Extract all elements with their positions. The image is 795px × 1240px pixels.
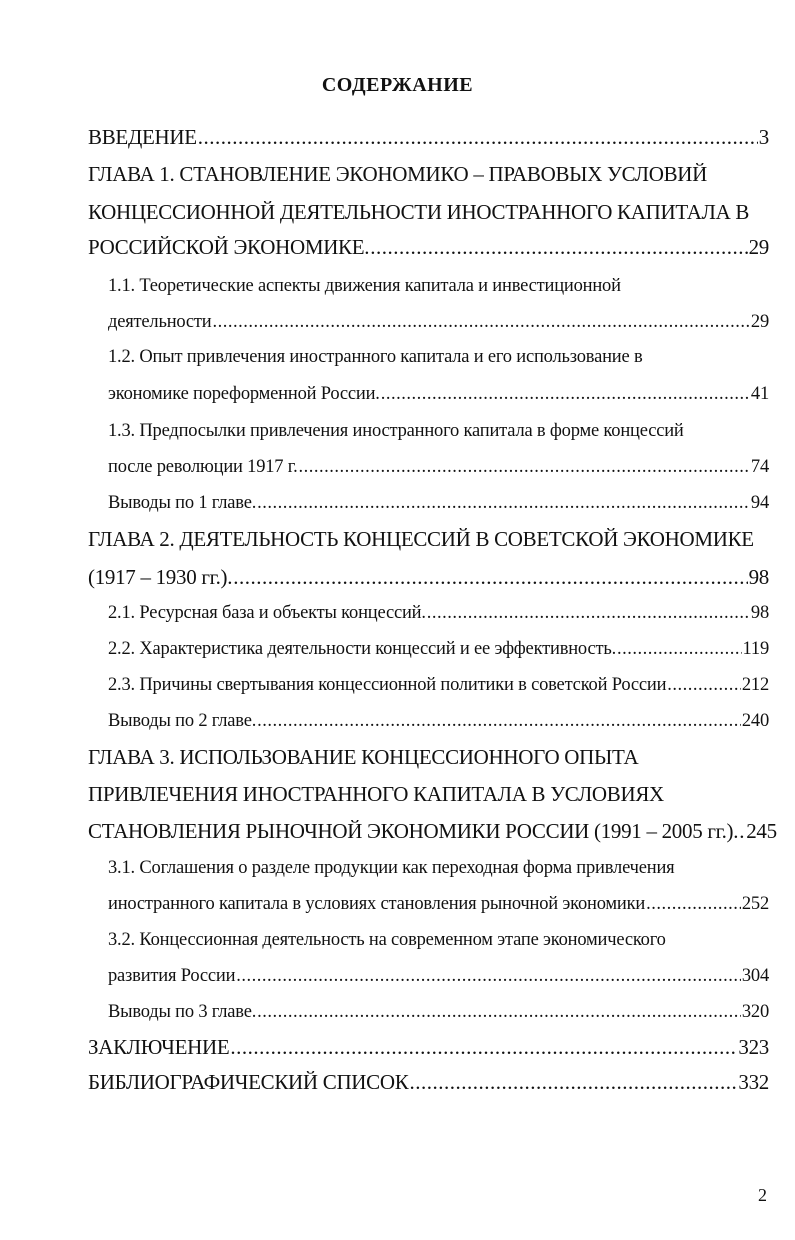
dot-leader [236,961,741,991]
toc-section-1-3-line-2[interactable] [108,452,769,482]
entry-title: ЗАКЛЮЧЕНИЕ [88,1035,230,1059]
entry-title: после революции 1917 г. [108,457,298,477]
entry-page: 332 [738,1070,769,1094]
toc-section-1-2-line-2[interactable] [108,379,769,409]
entry-page: 29 [748,235,769,259]
dot-leader [646,889,741,919]
entry-page: 94 [750,493,769,513]
toc-chapter-1-line-2[interactable] [88,197,769,227]
toc-title: СОДЕРЖАНИЕ [321,74,474,96]
entry-title: КОНЦЕССИОННОЙ ДЕЯТЕЛЬНОСТИ ИНОСТРАННОГО КАПИТАЛА В [88,200,750,224]
dot-leader [409,1067,737,1097]
dot-leader [667,670,741,700]
entry-page: 74 [750,457,769,477]
toc-section-1-3-line-1[interactable] [108,416,769,446]
entry-title: СТАНОВЛЕНИЯ РЫНОЧНОЙ ЭКОНОМИКИ РОССИИ (1991 – 2005 гг.). [88,819,739,843]
toc-chapter-2-line-2[interactable] [88,562,769,592]
toc-section-1-1-line-2[interactable] [108,307,769,337]
toc-chapter-3-line-2[interactable] [88,779,769,809]
entry-title: экономике пореформенной России. [108,384,380,404]
toc-section-2-3[interactable] [108,670,769,700]
toc-chapter-1-line-1[interactable] [88,159,769,189]
dot-leader [233,562,747,592]
entry-title: иностранного капитала в условиях становления рыночной экономики [108,894,646,914]
toc-entry-conclusion[interactable] [88,1032,769,1062]
entry-page: 3 [758,125,769,149]
toc-section-2-1[interactable] [108,598,769,628]
toc-section-1-1-line-1[interactable] [108,271,769,301]
toc-chapter-3-line-1[interactable] [88,742,769,772]
entry-title: ВВЕДЕНИЕ [88,125,197,149]
entry-page: 240 [741,711,769,731]
entry-title: Выводы по 3 главе. [108,1002,257,1022]
entry-page: 320 [741,1002,769,1022]
entry-title: 1.3. Предпосылки привлечения иностранного капитала в форме концессий [108,421,684,441]
entry-page: 98 [748,565,769,589]
entry-page: 29 [750,312,769,332]
toc-section-2-2[interactable] [108,634,769,664]
entry-title: ПРИВЛЕЧЕНИЯ ИНОСТРАННОГО КАПИТАЛА В УСЛОВИЯХ [88,782,664,806]
toc-section-3-1-line-1[interactable] [108,853,769,883]
entry-page: 98 [750,603,769,623]
toc-entry-introduction[interactable] [88,122,769,152]
dot-leader [739,816,745,846]
toc-conclusions-chapter-2[interactable] [108,706,769,736]
dot-leader [370,232,747,262]
toc-chapter-2-line-1[interactable] [88,524,769,554]
entry-title: 3.2. Концессионная деятельность на современном этапе экономического [108,930,666,950]
entry-title: Выводы по 1 главе. [108,493,257,513]
dot-leader [427,598,750,628]
entry-page: 212 [741,675,769,695]
entry-page: 252 [741,894,769,914]
entry-title: 1.1. Теоретические аспекты движения капитала и инвестиционной [108,276,621,296]
toc-conclusions-chapter-3[interactable] [108,997,769,1027]
entry-page: 119 [742,639,769,659]
entry-title: 2.2. Характеристика деятельности концессий и ее эффективность. [108,639,617,659]
entry-page: 41 [750,384,769,404]
entry-title: деятельности [108,312,212,332]
toc-section-3-2-line-1[interactable] [108,925,769,955]
toc-section-3-2-line-2[interactable] [108,961,769,991]
entry-page: 245 [746,819,777,843]
entry-title: ГЛАВА 3. ИСПОЛЬЗОВАНИЕ КОНЦЕССИОННОГО ОПЫТА [88,745,639,769]
entry-title: Выводы по 2 главе. [108,711,257,731]
dot-leader [213,307,750,337]
dot-leader [617,634,742,664]
entry-page: 323 [738,1035,769,1059]
toc-section-1-2-line-1[interactable] [108,342,769,372]
entry-page: 304 [741,966,769,986]
dot-leader [257,997,741,1027]
dot-leader [381,379,750,409]
entry-title: (1917 – 1930 гг.). [88,565,233,589]
dot-leader [230,1032,737,1062]
entry-title: 3.1. Соглашения о разделе продукции как переходная форма привлечения [108,858,675,878]
entry-title: 2.3. Причины свертывания концессионной политики в советской России [108,675,667,695]
dot-leader [257,488,750,518]
entry-title: 1.2. Опыт привлечения иностранного капитала и его использование в [108,347,643,367]
dot-leader [198,122,758,152]
entry-title: ГЛАВА 1. СТАНОВЛЕНИЕ ЭКОНОМИКО – ПРАВОВЫХ УСЛОВИЙ [88,162,708,186]
entry-title: 2.1. Ресурсная база и объекты концессий. [108,603,426,623]
entry-title: БИБЛИОГРАФИЧЕСКИЙ СПИСОК [88,1070,409,1094]
entry-title: развития России [108,966,236,986]
toc-chapter-1-line-3[interactable] [88,232,769,262]
dot-leader [257,706,741,736]
entry-title: РОССИЙСКОЙ ЭКОНОМИКЕ. [88,235,370,259]
toc-conclusions-chapter-1[interactable] [108,488,769,518]
toc-entry-bibliography[interactable] [88,1067,769,1097]
toc-section-3-1-line-2[interactable] [108,889,769,919]
entry-title: ГЛАВА 2. ДЕЯТЕЛЬНОСТЬ КОНЦЕССИЙ В СОВЕТСКОЙ ЭКОНОМИКЕ [88,527,754,551]
toc-chapter-3-line-3[interactable] [88,816,777,846]
page-number: 2 [758,1185,767,1205]
dot-leader [299,452,750,482]
